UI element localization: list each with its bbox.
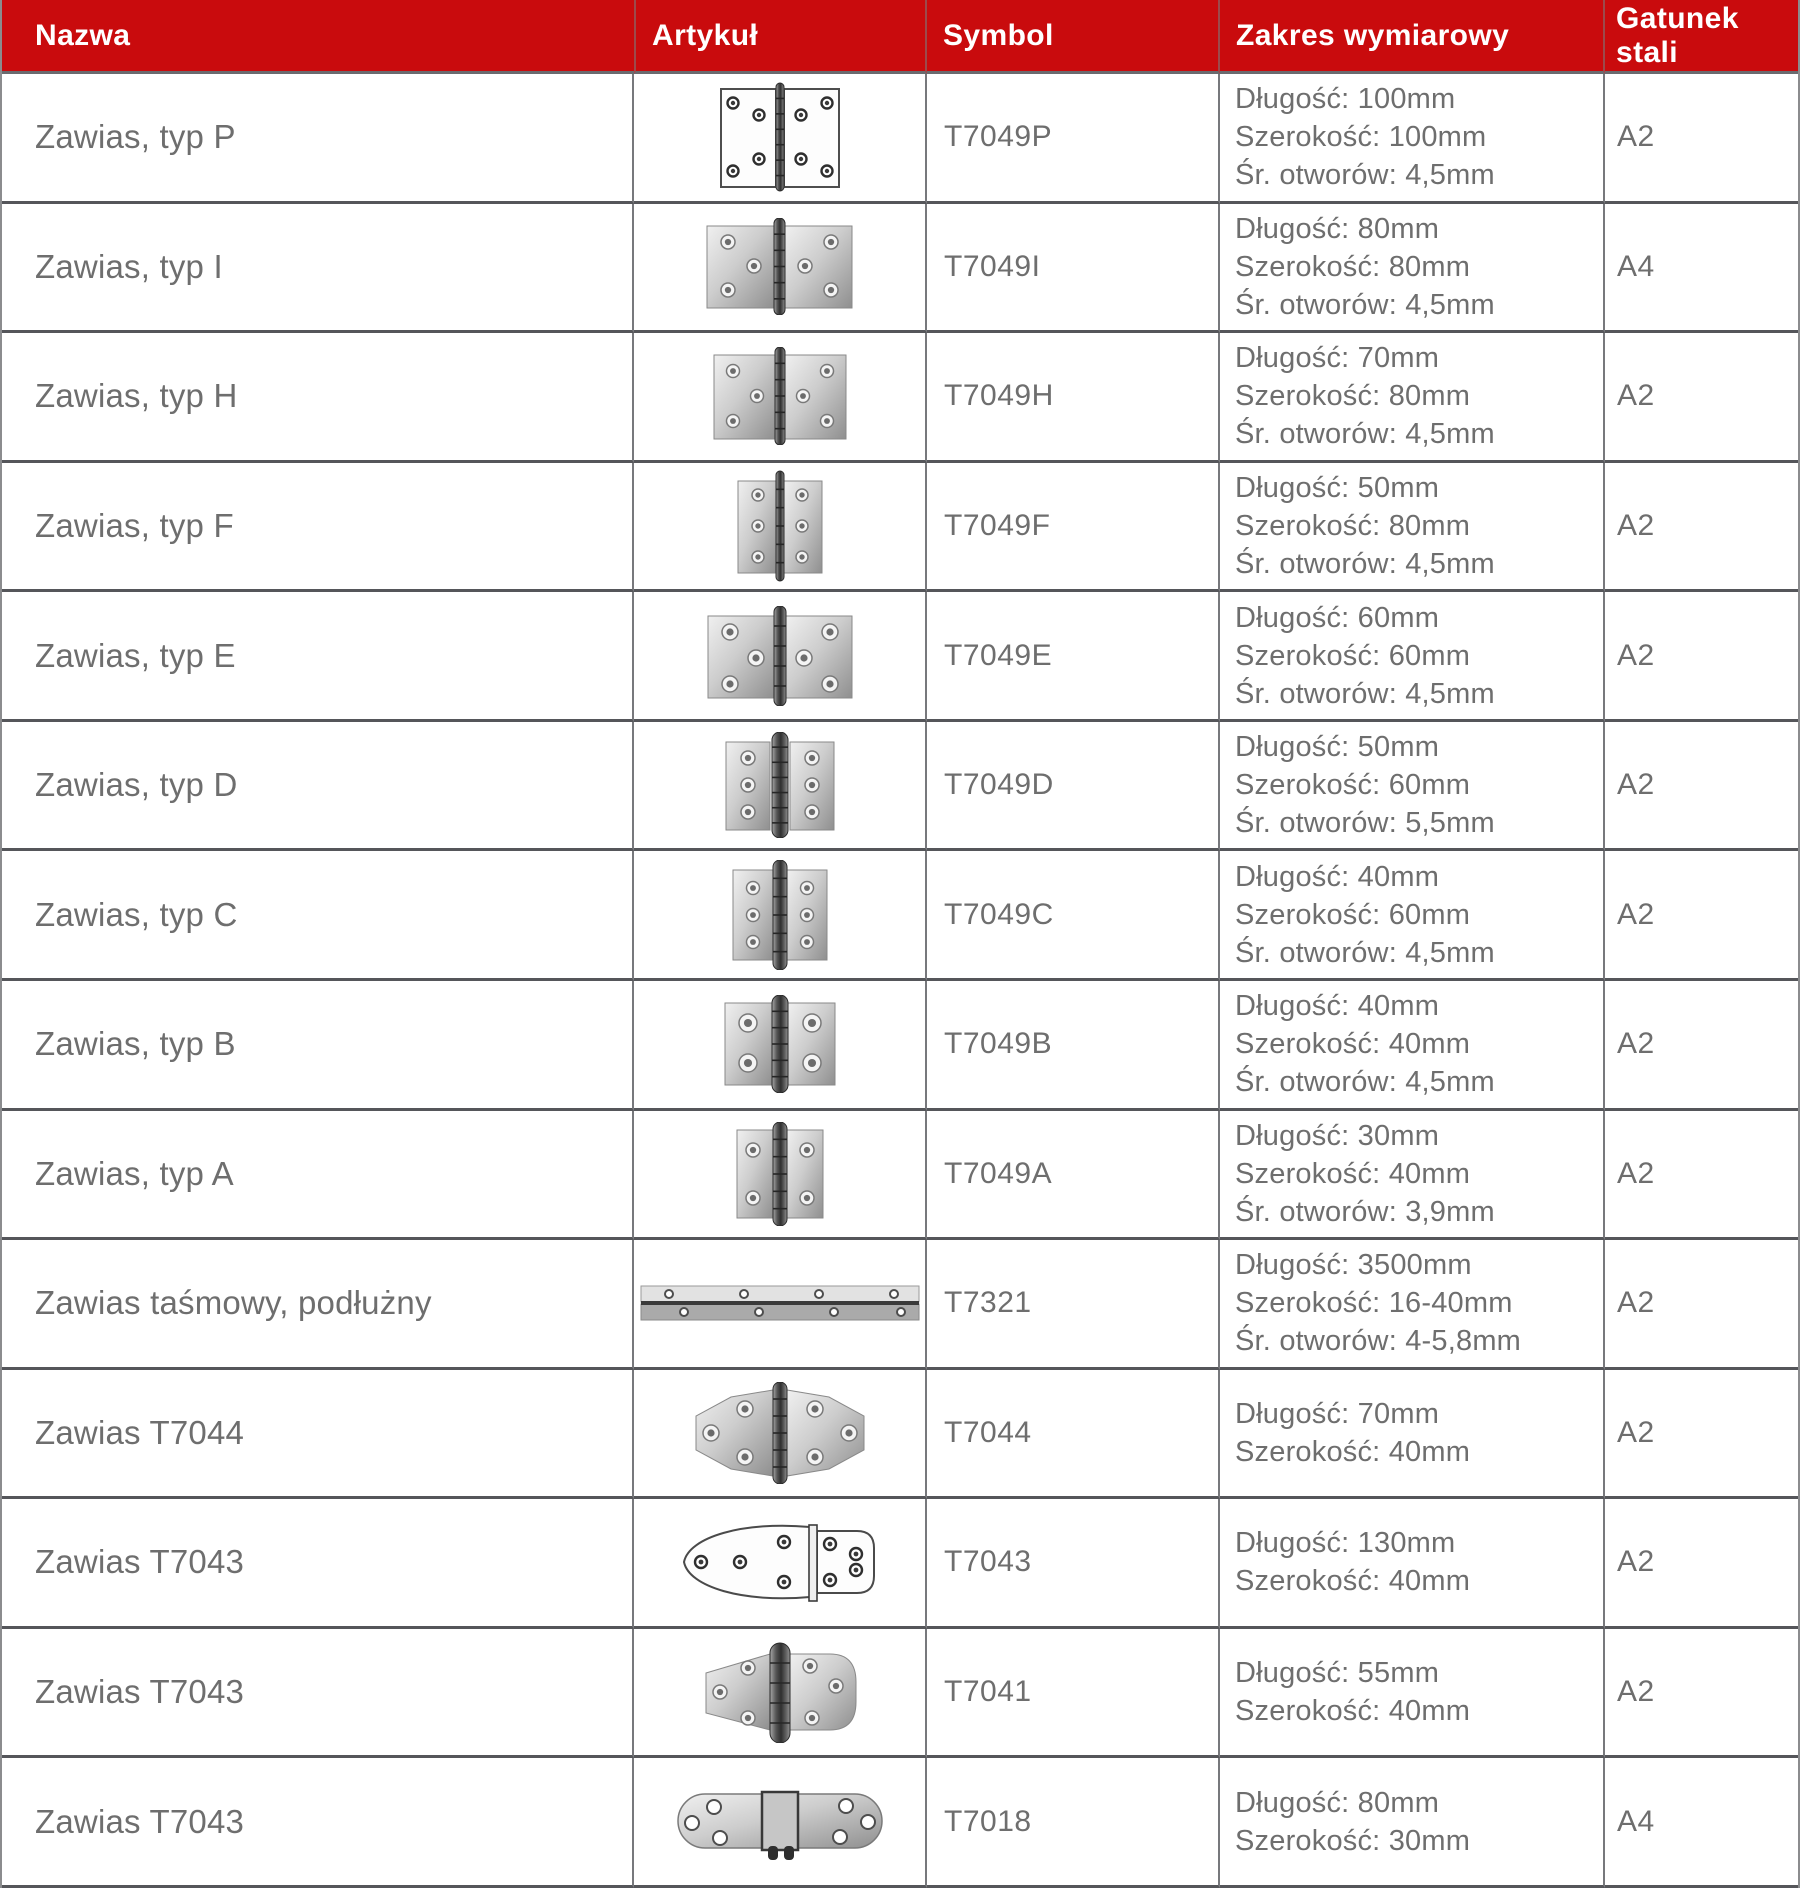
dimension-line: Szerokość: 80mm <box>1235 509 1471 542</box>
hinge-photo <box>715 81 845 193</box>
dimension-line: Śr. otworów: 3,9mm <box>1235 1195 1495 1228</box>
product-dimensions <box>1220 1240 1605 1370</box>
product-name: Zawias T7044 <box>2 1370 634 1500</box>
product-image-cell <box>634 592 927 722</box>
product-name: Zawias T7043 <box>2 1499 634 1629</box>
dimension-line: Szerokość: 40mm <box>1235 1028 1471 1061</box>
steel-grade: A2 <box>1605 333 1798 463</box>
steel-grade: A2 <box>1605 1111 1798 1241</box>
product-symbol: T7049H <box>927 333 1220 463</box>
hinge-photo <box>720 732 840 838</box>
hinge-photo <box>730 469 830 583</box>
product-symbol: T7049C <box>927 851 1220 981</box>
dimension-line: Szerokość: 40mm <box>1235 1435 1471 1468</box>
dimension-line: Śr. otworów: 4,5mm <box>1235 159 1495 192</box>
steel-grade: A2 <box>1605 1499 1798 1629</box>
steel-grade: A2 <box>1605 463 1798 593</box>
product-name: Zawias, typ H <box>2 333 634 463</box>
steel-grade: A2 <box>1605 1370 1798 1500</box>
dimension-line: Szerokość: 100mm <box>1235 121 1487 154</box>
dimension-line: Szerokość: 16-40mm <box>1235 1287 1513 1320</box>
hinge-photo <box>702 218 857 315</box>
product-symbol: T7044 <box>927 1370 1220 1500</box>
dimension-line: Długość: 40mm <box>1235 860 1440 893</box>
dimension-line: Długość: 50mm <box>1235 471 1440 504</box>
product-image-cell <box>634 74 927 204</box>
product-dimensions <box>1220 722 1605 852</box>
product-symbol: T7049I <box>927 204 1220 334</box>
dimension-line: Długość: 70mm <box>1235 342 1440 375</box>
product-name: Zawias, typ P <box>2 74 634 204</box>
column-header-symbol: Symbol <box>927 0 1220 74</box>
steel-grade: A2 <box>1605 74 1798 204</box>
product-symbol: T7049B <box>927 981 1220 1111</box>
steel-grade: A2 <box>1605 1629 1798 1759</box>
dimension-line: Śr. otworów: 4,5mm <box>1235 677 1495 710</box>
hinge-photo <box>639 1280 921 1326</box>
steel-grade: A2 <box>1605 592 1798 722</box>
dimension-line: Długość: 60mm <box>1235 601 1440 634</box>
hinge-photo <box>727 860 833 970</box>
product-image-cell <box>634 1758 927 1888</box>
dimension-line: Długość: 30mm <box>1235 1119 1440 1152</box>
column-header-dimensions: Zakres wymiarowy <box>1220 0 1605 74</box>
column-header-article: Artykuł <box>634 0 927 74</box>
dimension-line: Długość: 80mm <box>1235 1786 1440 1819</box>
product-symbol: T7018 <box>927 1758 1220 1888</box>
dimension-line: Śr. otworów: 4,5mm <box>1235 288 1495 321</box>
product-image-cell <box>634 1370 927 1500</box>
product-name: Zawias, typ B <box>2 981 634 1111</box>
column-header-steel-grade: Gatunek stali <box>1605 0 1798 74</box>
product-image-cell <box>634 1499 927 1629</box>
product-image-cell <box>634 1629 927 1759</box>
hinge-photo <box>674 1778 886 1866</box>
steel-grade: A2 <box>1605 722 1798 852</box>
product-name: Zawias T7043 <box>2 1758 634 1888</box>
dimension-line: Śr. otworów: 4-5,8mm <box>1235 1325 1522 1358</box>
dimension-line: Długość: 40mm <box>1235 990 1440 1023</box>
product-dimensions <box>1220 463 1605 593</box>
hinge-photo <box>709 347 851 445</box>
dimension-line: Szerokość: 40mm <box>1235 1157 1471 1190</box>
product-symbol: T7049P <box>927 74 1220 204</box>
column-header-name: Nazwa <box>2 0 634 74</box>
product-name: Zawias, typ I <box>2 204 634 334</box>
steel-grade: A4 <box>1605 1758 1798 1888</box>
hinge-photo <box>687 1382 873 1484</box>
dimension-line: Długość: 80mm <box>1235 212 1440 245</box>
product-image-cell <box>634 1111 927 1241</box>
product-dimensions <box>1220 592 1605 722</box>
dimension-line: Śr. otworów: 4,5mm <box>1235 936 1495 969</box>
product-dimensions <box>1220 1370 1605 1500</box>
product-symbol: T7041 <box>927 1629 1220 1759</box>
product-name: Zawias, typ E <box>2 592 634 722</box>
steel-grade: A2 <box>1605 851 1798 981</box>
dimension-line: Długość: 70mm <box>1235 1397 1440 1430</box>
product-dimensions <box>1220 1629 1605 1759</box>
product-symbol: T7049E <box>927 592 1220 722</box>
product-dimensions <box>1220 981 1605 1111</box>
product-name: Zawias T7043 <box>2 1629 634 1759</box>
product-symbol: T7043 <box>927 1499 1220 1629</box>
product-dimensions <box>1220 851 1605 981</box>
steel-grade: A4 <box>1605 204 1798 334</box>
hinge-photo <box>696 1641 864 1743</box>
product-dimensions <box>1220 74 1605 204</box>
product-symbol: T7049A <box>927 1111 1220 1241</box>
dimension-line: Długość: 130mm <box>1235 1527 1456 1560</box>
product-image-cell <box>634 204 927 334</box>
product-dimensions <box>1220 1499 1605 1629</box>
product-image-cell <box>634 981 927 1111</box>
dimension-line: Szerokość: 40mm <box>1235 1565 1471 1598</box>
product-dimensions <box>1220 204 1605 334</box>
product-symbol: T7049D <box>927 722 1220 852</box>
dimension-line: Szerokość: 40mm <box>1235 1695 1471 1728</box>
product-symbol: T7049F <box>927 463 1220 593</box>
product-name: Zawias, typ D <box>2 722 634 852</box>
product-image-cell <box>634 463 927 593</box>
product-image-cell <box>634 722 927 852</box>
dimension-line: Śr. otworów: 4,5mm <box>1235 418 1495 451</box>
dimension-line: Szerokość: 30mm <box>1235 1824 1471 1857</box>
product-image-cell <box>634 333 927 463</box>
dimension-line: Śr. otworów: 4,5mm <box>1235 547 1495 580</box>
dimension-line: Długość: 100mm <box>1235 83 1456 116</box>
hinge-photo <box>720 995 840 1093</box>
dimension-line: Szerokość: 80mm <box>1235 380 1471 413</box>
dimension-line: Szerokość: 60mm <box>1235 769 1471 802</box>
product-image-cell <box>634 851 927 981</box>
dimension-line: Śr. otworów: 5,5mm <box>1235 807 1495 840</box>
dimension-line: Długość: 3500mm <box>1235 1249 1472 1282</box>
dimension-line: Długość: 55mm <box>1235 1657 1440 1690</box>
hinge-photo <box>704 606 856 706</box>
hinge-photo <box>677 1515 882 1609</box>
product-name: Zawias, typ C <box>2 851 634 981</box>
product-image-cell <box>634 1240 927 1370</box>
product-dimensions <box>1220 333 1605 463</box>
dimension-line: Szerokość: 80mm <box>1235 250 1471 283</box>
dimension-line: Śr. otworów: 4,5mm <box>1235 1066 1495 1099</box>
hinge-photo <box>733 1122 827 1226</box>
product-name: Zawias, typ A <box>2 1111 634 1241</box>
product-name: Zawias taśmowy, podłużny <box>2 1240 634 1370</box>
dimension-line: Szerokość: 60mm <box>1235 898 1471 931</box>
steel-grade: A2 <box>1605 981 1798 1111</box>
dimension-line: Szerokość: 60mm <box>1235 639 1471 672</box>
dimension-line: Długość: 50mm <box>1235 731 1440 764</box>
product-dimensions <box>1220 1111 1605 1241</box>
steel-grade: A2 <box>1605 1240 1798 1370</box>
product-dimensions <box>1220 1758 1605 1888</box>
product-symbol: T7321 <box>927 1240 1220 1370</box>
product-name: Zawias, typ F <box>2 463 634 593</box>
